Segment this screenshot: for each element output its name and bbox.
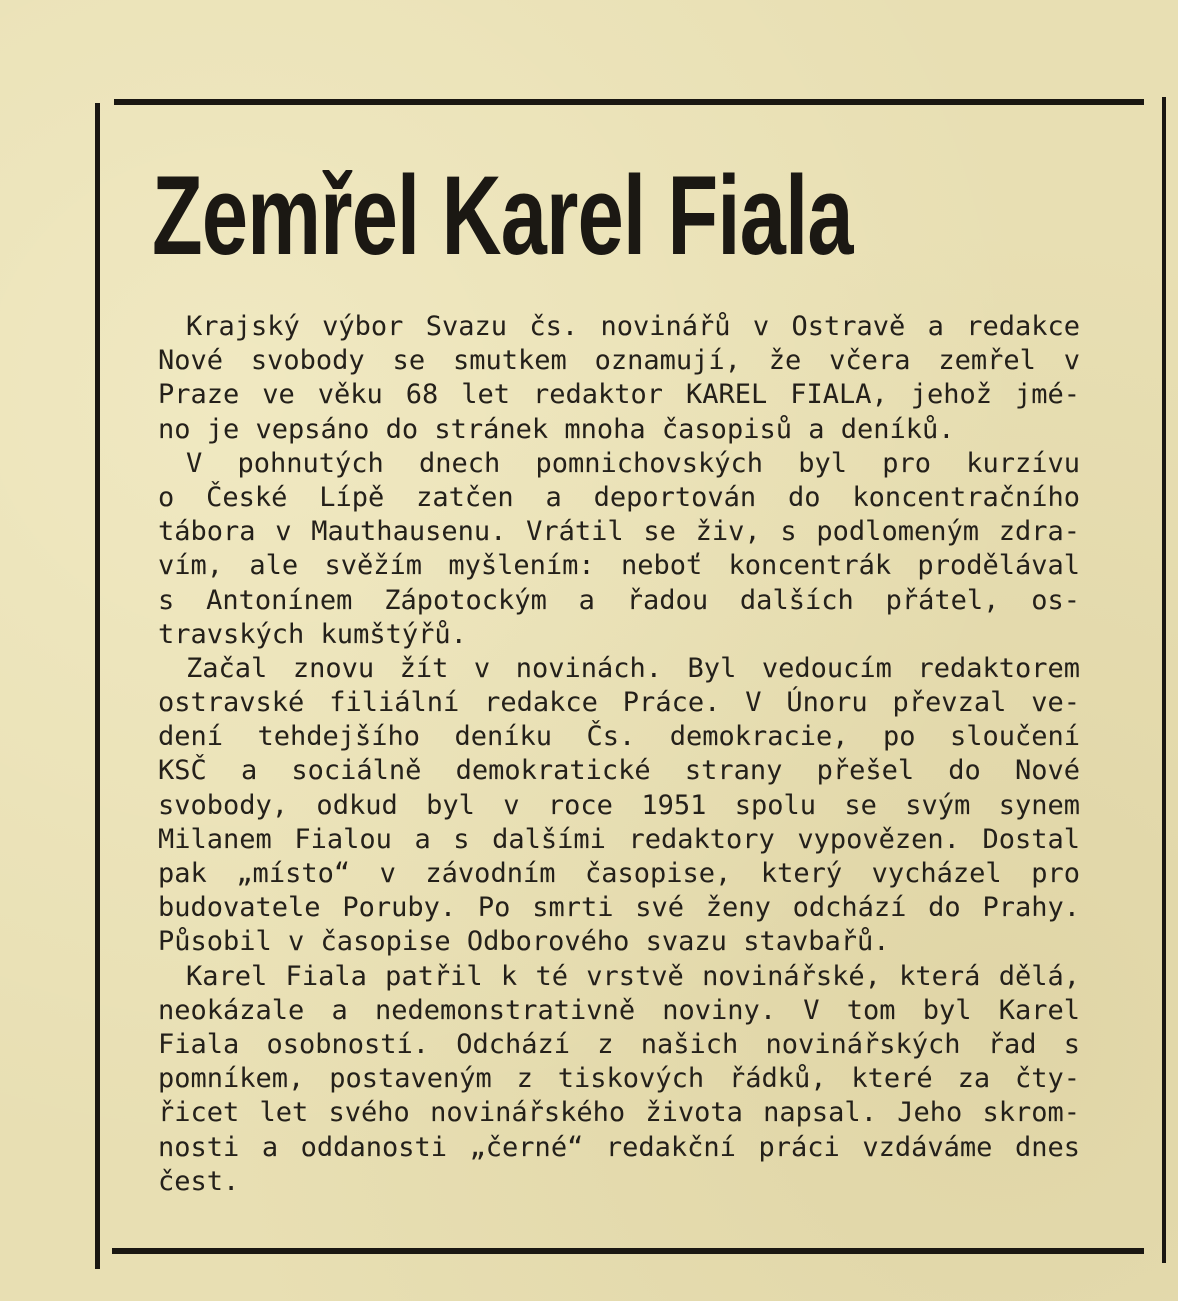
text-line: V pohnutých dnech pomnichovských byl pro kurzívu bbox=[186, 447, 1080, 479]
bottom-rule bbox=[112, 1248, 1144, 1254]
article-body bbox=[158, 310, 1080, 1199]
text-line: čest. bbox=[158, 1165, 240, 1197]
text-line: Působil v časopise Odborového svazu stavbařů. bbox=[158, 926, 890, 958]
text-line: dení tehdejšího deníku Čs. demokracie, po sloučení bbox=[158, 721, 1080, 753]
text-line: Fiala osobností. Odchází z našich novinářských řad s bbox=[158, 1028, 1080, 1060]
text-line: ostravské filiální redakce Práce. V Únoru převzal ve- bbox=[158, 687, 1080, 719]
text-line: Začal znovu žít v novinách. Byl vedoucím redaktorem bbox=[186, 652, 1080, 684]
text-line: pak „místo“ v závodním časopise, který vycházel pro bbox=[158, 858, 1080, 889]
bleed-through-text bbox=[620, 70, 625, 92]
text-line: řicet let svého novinářského života napsal. Jeho skrom- bbox=[158, 1097, 1080, 1129]
text-line: vím, ale svěžím myšlením: neboť koncentrák prodělával bbox=[158, 550, 1080, 582]
frame-right-border bbox=[1162, 97, 1166, 1263]
text-line: budovatele Poruby. Po smrti své ženy odchází do Prahy. bbox=[158, 892, 1080, 924]
text-line: Milanem Fialou a s dalšími redaktory vypovězen. Dostal bbox=[158, 823, 1080, 855]
frame-left-border bbox=[95, 103, 100, 1269]
text-line: no je vepsáno do stránek mnoha časopisů a deníků. bbox=[158, 413, 955, 445]
text-line: pomníkem, postaveným z tiskových řádků, které za čty- bbox=[158, 1063, 1080, 1095]
paragraph bbox=[158, 310, 1080, 447]
text-line: travských kumštýřů. bbox=[158, 618, 467, 650]
text-line: KSČ a sociálně demokratické strany přešel do Nové bbox=[158, 755, 1080, 787]
text-line: Karel Fiala patřil k té vrstvě novinářské, která dělá, bbox=[186, 960, 1080, 992]
paragraph bbox=[158, 447, 1080, 652]
text-line: svobody, odkud byl v roce 1951 spolu se svým synem bbox=[158, 789, 1080, 821]
text-line: nosti a oddanosti „černé“ redakční práci vzdáváme dnes bbox=[158, 1131, 1080, 1163]
text-line: tábora v Mauthausenu. Vrátil se živ, s podlomeným zdra- bbox=[158, 516, 1080, 548]
headline: Zemřel Karel Fiala bbox=[152, 153, 853, 278]
paragraph bbox=[158, 960, 1080, 1199]
top-rule bbox=[114, 99, 1144, 105]
text-line: neokázale a nedemonstrativně noviny. V tom byl Karel bbox=[158, 994, 1080, 1026]
text-line: o České Lípě zatčen a deportován do koncentračního bbox=[158, 481, 1080, 513]
text-line: Nové svobody se smutkem oznamují, že včera zemřel v bbox=[158, 345, 1080, 377]
paragraph bbox=[158, 652, 1080, 960]
text-line: Praze ve věku 68 let redaktor KAREL FIALA, jehož jmé- bbox=[158, 379, 1080, 411]
text-line: s Antonínem Zápotockým a řadou dalších přátel, os- bbox=[158, 584, 1080, 616]
text-line: Krajský výbor Svazu čs. novinářů v Ostravě a redakce bbox=[186, 311, 1080, 342]
